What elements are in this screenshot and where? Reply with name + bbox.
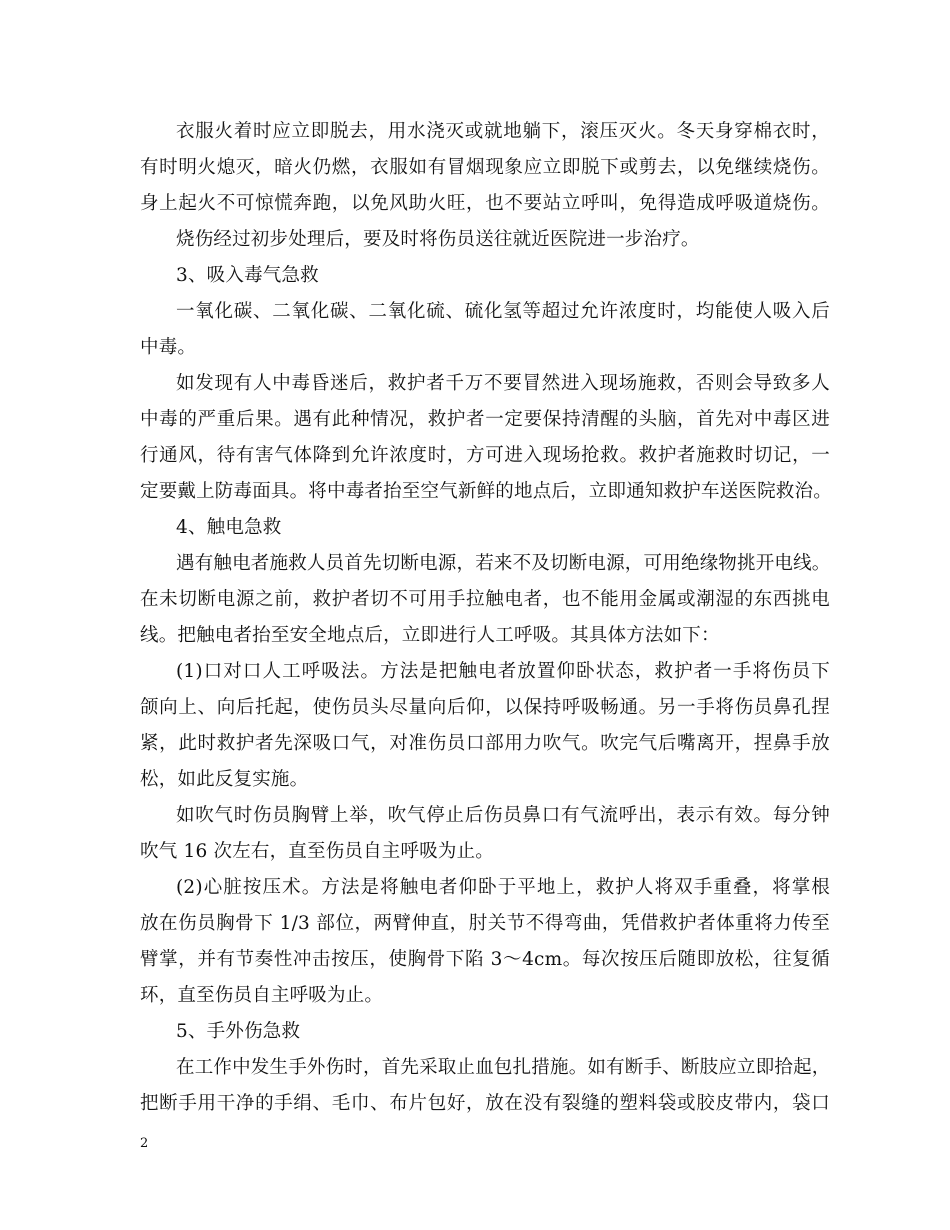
paragraph-line: 线。把触电者抬至安全地点后，立即进行人工呼吸。其具体方法如下：: [140, 625, 720, 646]
paragraph-line: 环，直至伤员自主呼吸为止。: [140, 985, 384, 1006]
paragraph-line: 衣服火着时应立即脱去，用水浇灭或就地躺下，滚压灭火。冬天身穿棉衣时，: [176, 121, 830, 142]
paragraph-line: 臂掌，并有节奏性冲击按压，使胸骨下陷 3～4cm。每次按压后随即放松，往复循: [140, 949, 830, 970]
page-number: 2: [140, 1136, 149, 1151]
section-heading: 3、吸入毒气急救: [176, 265, 319, 286]
paragraph-line: (2)心脏按压术。方法是将触电者仰卧于平地上，救护人将双手重叠，将掌根: [176, 877, 830, 898]
paragraph-line: 有时明火熄灭，暗火仍燃，衣服如有冒烟现象应立即脱下或剪去，以免继续烧伤。: [140, 157, 830, 178]
paragraph-line: 如吹气时伤员胸臂上举，吹气停止后伤员鼻口有气流呼出，表示有效。每分钟: [176, 805, 830, 826]
paragraph-line: 在工作中发生手外伤时，首先采取止血包扎措施。如有断手、断肢应立即拾起，: [176, 1057, 831, 1078]
section-heading: 4、触电急救: [176, 517, 282, 538]
paragraph-line: (1)口对口人工呼吸法。方法是把触电者放置仰卧状态，救护者一手将伤员下: [176, 661, 830, 682]
paragraph-line: 烧伤经过初步处理后，要及时将伤员送往就近医院进一步治疗。: [176, 229, 700, 250]
section-heading: 5、手外伤急救: [176, 1021, 301, 1042]
paragraph-line: 如发现有人中毒昏迷后，救护者千万不要冒然进入现场施救，否则会导致多人: [176, 373, 830, 394]
paragraph-line: 把断手用干净的手绢、毛巾、布片包好，放在没有裂缝的塑料袋或胶皮带内，袋口: [140, 1093, 830, 1114]
paragraph-line: 中毒的严重后果。遇有此种情况，救护者一定要保持清醒的头脑，首先对中毒区进: [140, 409, 830, 430]
paragraph-line: 定要戴上防毒面具。将中毒者抬至空气新鲜的地点后，立即通知救护车送医院救治。: [140, 481, 832, 502]
paragraph-line: 行通风，待有害气体降到允许浓度时，方可进入现场抢救。救护者施救时切记，一: [140, 445, 830, 466]
paragraph-line: 放在伤员胸骨下 1/3 部位，两臂伸直，肘关节不得弯曲，凭借救护者体重将力传至: [140, 913, 830, 934]
paragraph-line: 一氧化碳、二氧化碳、二氧化硫、硫化氢等超过允许浓度时，均能使人吸入后: [176, 301, 830, 322]
paragraph-line: 松，如此反复实施。: [140, 769, 309, 790]
paragraph-line: 遇有触电者施救人员首先切断电源，若来不及切断电源，可用绝缘物挑开电线。: [176, 553, 831, 574]
paragraph-line: 吹气 16 次左右，直至伤员自主呼吸为止。: [140, 841, 495, 862]
paragraph-line: 中毒。: [140, 337, 197, 358]
paragraph-line: 紧，此时救护者先深吸口气，对准伤员口部用力吹气。吹完气后嘴离开，捏鼻手放: [140, 733, 830, 754]
paragraph-line: 身上起火不可惊慌奔跑，以免风助火旺，也不要站立呼叫，免得造成呼吸道烧伤。: [140, 193, 830, 214]
paragraph-line: 颌向上、向后托起，使伤员头尽量向后仰，以保持呼吸畅通。另一手将伤员鼻孔捏: [140, 697, 830, 718]
paragraph-line: 在未切断电源之前，救护者切不可用手拉触电者，也不能用金属或潮湿的东西挑电: [140, 589, 830, 610]
